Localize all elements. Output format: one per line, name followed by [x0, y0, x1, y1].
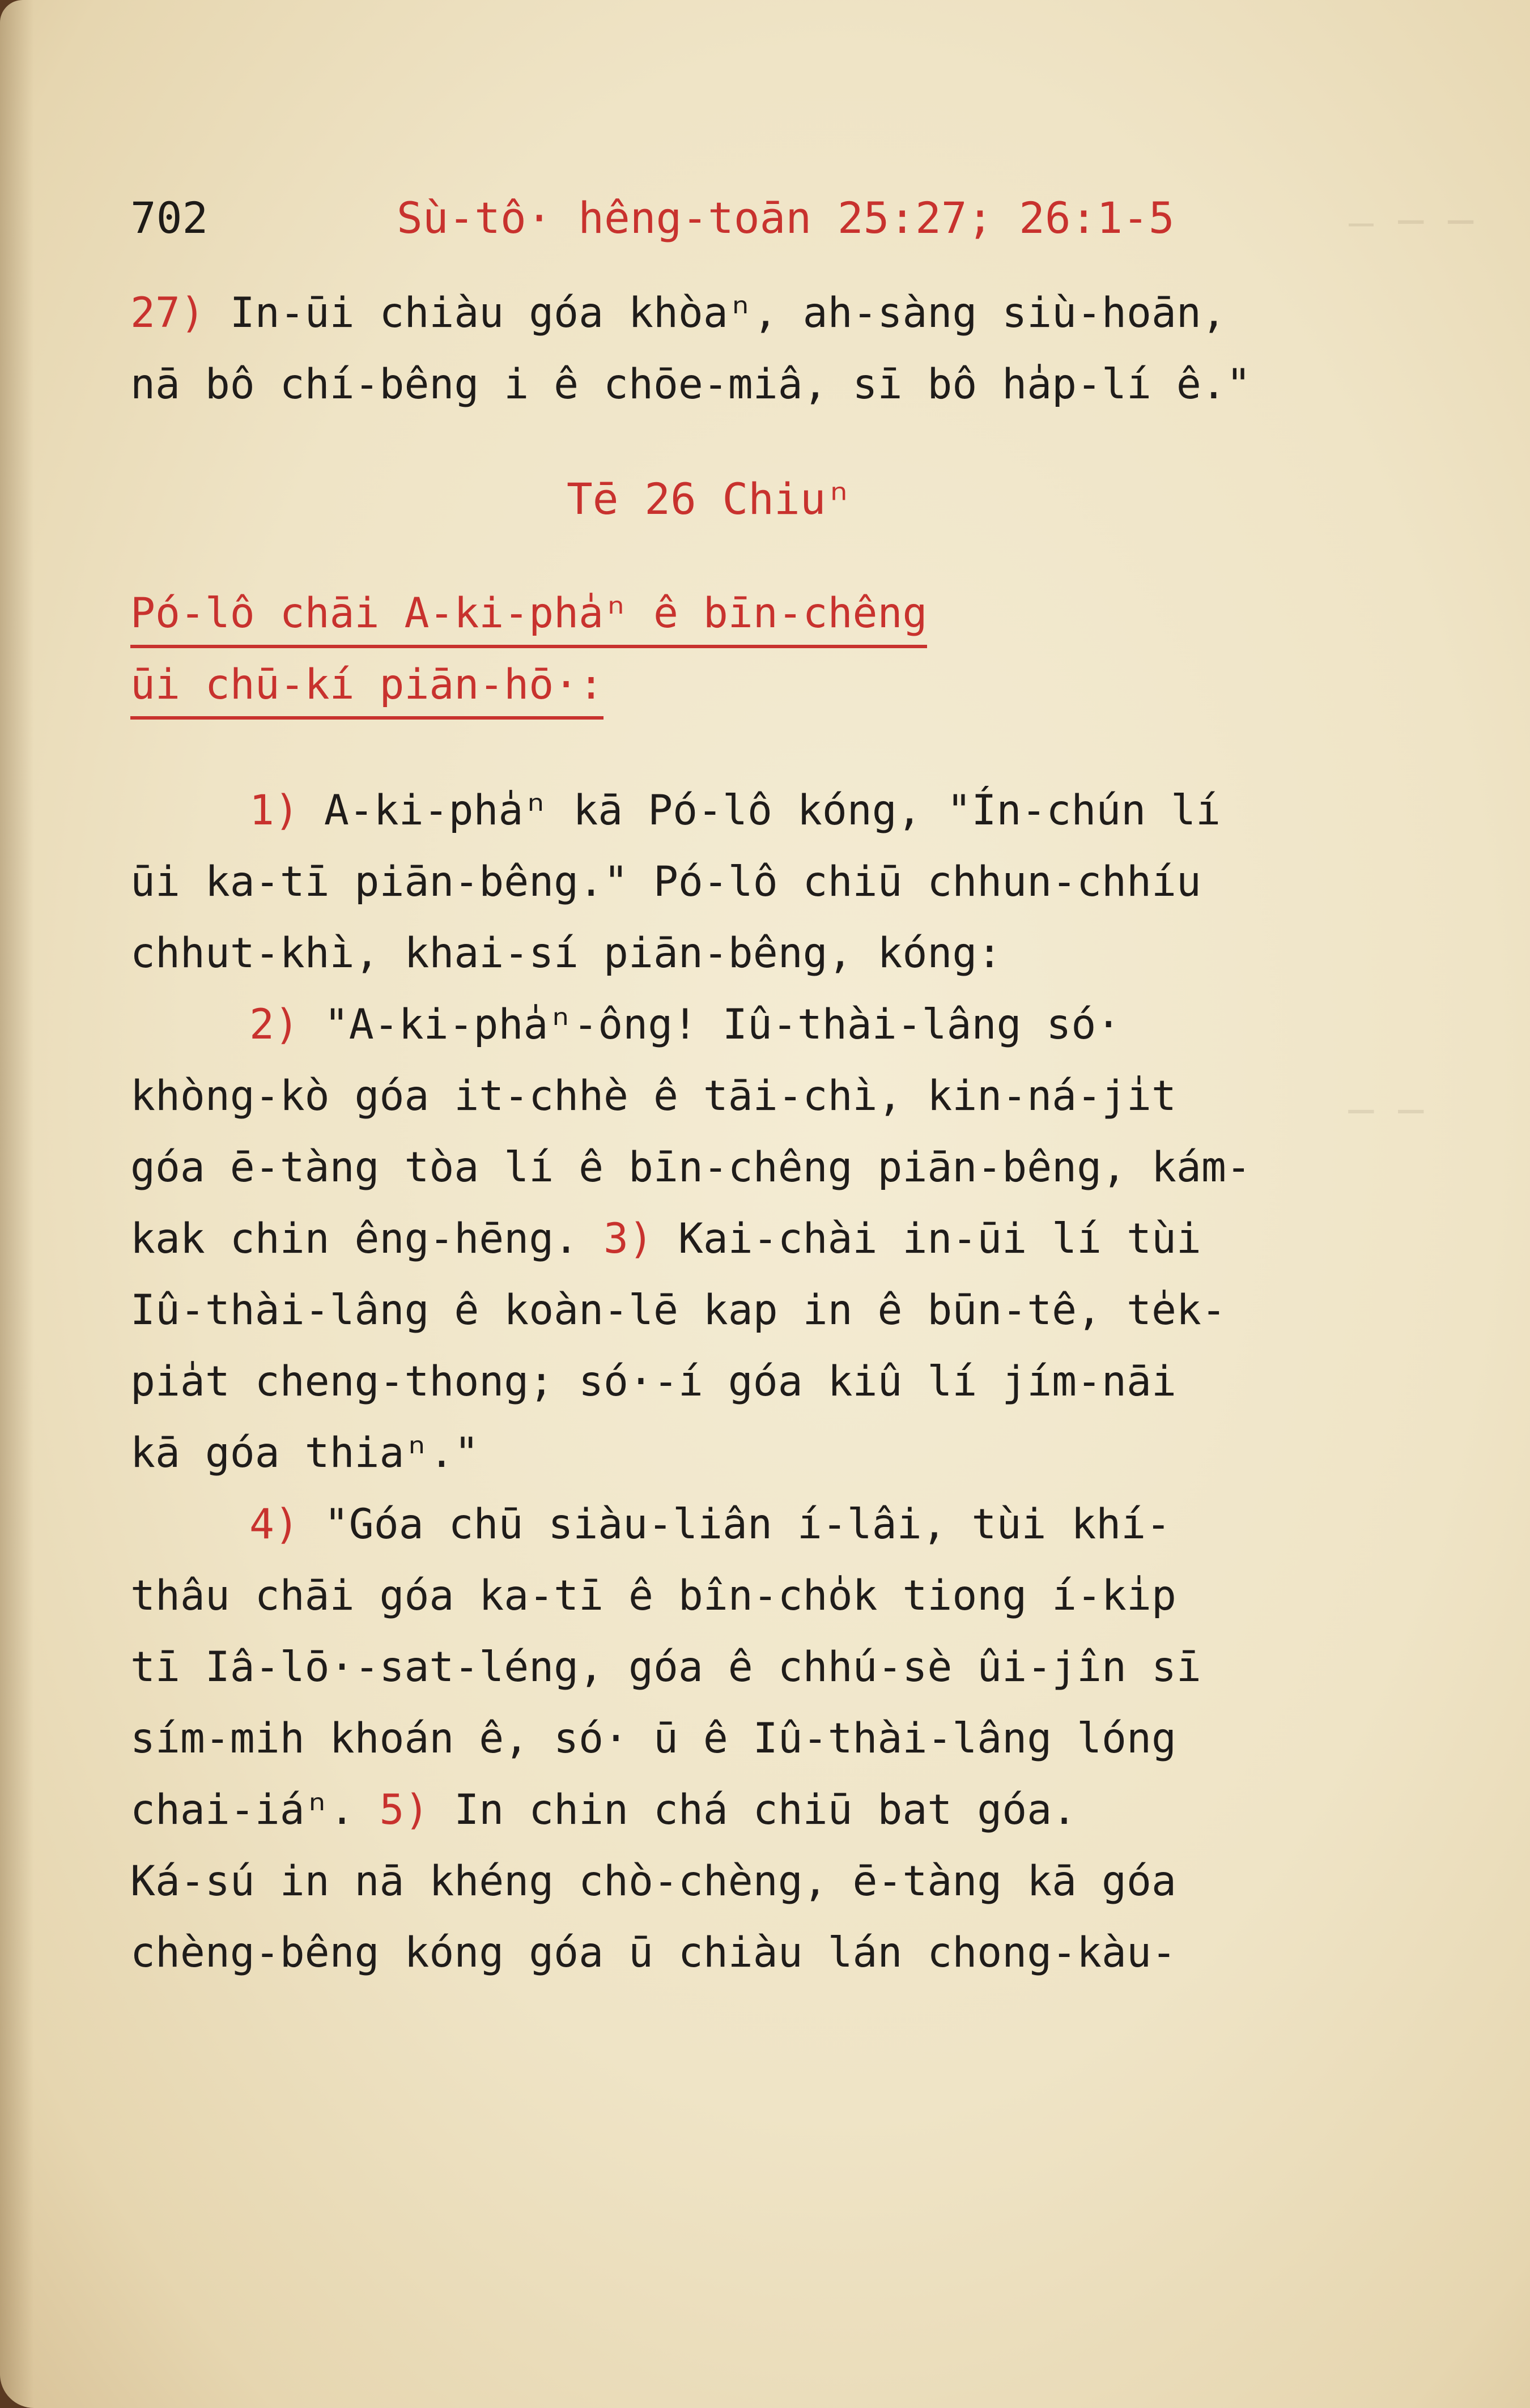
verse-number: 3) [604, 1215, 653, 1263]
verse-4-line-4: sím-mih khoán ê, só· ū ê Iû-thài-lâng lóng [130, 1714, 1176, 1763]
verse-4-line-2: thâu chāi góa ka-tī ê bîn-cho̍k tiong í-ki̍p [130, 1572, 1176, 1620]
verse-5-line-3: chèng-bêng kóng góa ū chiàu lán chong-kàu- [130, 1929, 1176, 1977]
verse-number: 4) [249, 1500, 299, 1548]
running-title: Sù-tô· hêng-toān 25:27; 26:1-5 [397, 193, 1175, 243]
page-number: 702 [130, 193, 209, 243]
chapter-title: Tē 26 Chiuⁿ [567, 474, 852, 524]
verse-27-line-2: nā bô chí-bêng i ê chōe-miâ, sī bô ha̍p-lí ê." [130, 360, 1251, 409]
verse-3-line-3: pia̍t cheng-thong; só·-í góa kiû lí jím-nāi [130, 1358, 1176, 1406]
verse-2-3-line [130, 1203, 1445, 1275]
verse-number: 27) [130, 289, 205, 337]
verse-5-line-2: Ká-sú in nā khéng chò-chèng, ē-tàng kā góa [130, 1857, 1176, 1905]
verse-number: 5) [379, 1786, 430, 1834]
verse-text: kak chin êng-hēng. [130, 1215, 604, 1263]
binding-shadow [0, 0, 34, 2408]
verse-3-line-4: kā góa thiaⁿ." [130, 1429, 479, 1477]
verse-text: In chin chá chiū bat góa. [429, 1786, 1077, 1834]
verse-1-line-1 [130, 775, 1445, 846]
verse-text: A-ki-pha̍ⁿ kā Pó-lô kóng, "Ín-chún lí [299, 786, 1221, 835]
verse-text: In-ūi chiàu góa khòaⁿ, ah-sàng siù-hoān, [205, 289, 1226, 337]
section-heading-line-1: Pó-lô chāi A-ki-pha̍ⁿ ê bīn-chêng [130, 582, 927, 648]
page-header [130, 187, 1445, 249]
verse-4-line-3: tī Iâ-lō·-sat-léng, góa ê chhú-sè ûi-jîn sī [130, 1643, 1201, 1691]
verse-4-line-1 [130, 1489, 1445, 1560]
verse-1-line-2: ūi ka-tī piān-bêng." Pó-lô chiū chhun-chhíu [130, 858, 1201, 906]
verse-number: 1) [249, 786, 299, 835]
verse-text: Kai-chài in-ūi lí tùi [653, 1215, 1201, 1263]
verse-3-line-2: Iû-thài-lâng ê koàn-lē kap in ê būn-tê, te̍k- [130, 1286, 1226, 1334]
section-heading [130, 578, 1445, 721]
page-content [130, 187, 1445, 1989]
verse-number: 2) [249, 1001, 299, 1049]
bleed-through-mark: ─ ─ [1349, 1088, 1423, 1136]
verse-2-line-1 [130, 989, 1445, 1061]
verse-text: "Góa chū siàu-liân í-lâi, tùi khí- [299, 1500, 1171, 1548]
verse-text: chai-iáⁿ. [130, 1786, 380, 1834]
verse-2-line-2: khòng-kò góa it-chhè ê tāi-chì, kin-ná-ji̍t [130, 1072, 1176, 1120]
verse-1-line-3: chhut-khì, khai-sí piān-bêng, kóng: [130, 929, 1002, 977]
verse-27-line-1 [130, 278, 1445, 349]
section-heading-line-2: ūi chū-kí piān-hō·: [130, 654, 604, 720]
verse-4-5-line [130, 1775, 1445, 1846]
verse-text: "A-ki-pha̍ⁿ-ông! Iû-thài-lâng só· [299, 1001, 1121, 1049]
verse-2-line-3: góa ē-tàng tòa lí ê bīn-chêng piān-bêng, kám- [130, 1143, 1251, 1192]
bleed-through-mark: — ─ ─ [1349, 198, 1473, 246]
